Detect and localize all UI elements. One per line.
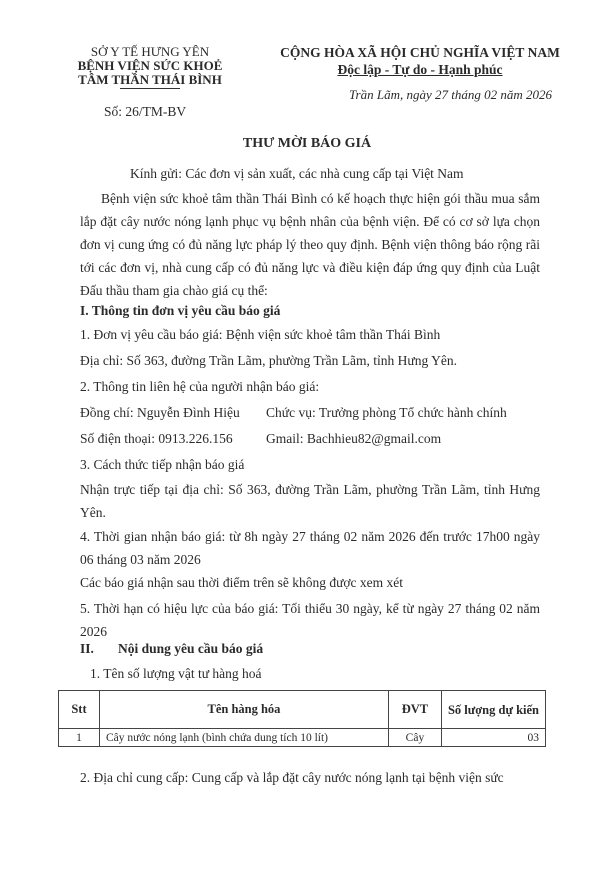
late-note: Các báo giá nhận sau thời điểm trên sẽ không được xem xét [80, 575, 404, 590]
s2-item1: 1. Tên số lượng vật tư hàng hoá [90, 666, 262, 681]
intro-paragraph: Bệnh viện sức khoẻ tâm thần Thái Bình có kế hoạch thực hiện gói thầu mua sắm lắp đặt cây nước nóng lạnh phục vụ bệnh nhân của bệnh viện. Để có cơ sở lựa chọn đơn vị cung ứng có đủ năng lực pháp lý theo quy định. Bệnh viện thông báo rộng rãi tới các đơn vị, nhà cung cấp có đủ năng lực và điều kiện đáp ứng quy định của Luật Đấu thầu tham gia chào giá cụ thể: [80, 191, 540, 298]
section2-num: II. [80, 641, 94, 656]
contact-name: Đồng chí: Nguyễn Đình Hiệu [80, 405, 240, 420]
th-qty: Số lượng dự kiến [441, 691, 545, 729]
s1-item4: 4. Thời gian nhận báo giá: từ 8h ngày 27 tháng 02 năm 2026 đến trước 17h00 ngày 06 tháng 03 năm 2026 [80, 529, 540, 567]
receive-method: Nhận trực tiếp tại địa chỉ: Số 363, đường Trần Lãm, phường Trần Lãm, tỉnh Hưng Yên. [80, 482, 540, 520]
org-name-line1: BỆNH VIỆN SỨC KHOẺ [77, 58, 223, 73]
s1-item1: 1. Đơn vị yêu cầu báo giá: Bệnh viện sức khoẻ tâm thần Thái Bình [80, 327, 441, 342]
greeting: Kính gửi: Các đơn vị sản xuất, các nhà cung cấp tại Việt Nam [130, 166, 464, 181]
cell-name: Cây nước nóng lạnh (bình chứa dung tích 10 lít) [100, 729, 389, 747]
s1-address: Địa chỉ: Số 363, đường Trần Lãm, phường Trần Lãm, tỉnh Hưng Yên. [80, 353, 457, 368]
s1-item3: 3. Cách thức tiếp nhận báo giá [80, 457, 245, 472]
national-motto: Độc lập - Tự do - Hạnh phúc [337, 62, 503, 77]
th-stt: Stt [59, 691, 100, 729]
org-parent: SỞ Y TẾ HƯNG YÊN [90, 44, 210, 59]
table-row [59, 729, 546, 747]
table-header-row [59, 691, 546, 729]
contact-phone: Số điện thoại: 0913.226.156 [80, 431, 233, 446]
cell-qty: 03 [441, 729, 545, 747]
place-date: Trần Lãm, ngày 27 tháng 02 năm 2026 [349, 87, 552, 102]
s1-item5: 5. Thời hạn có hiệu lực của báo giá: Tối thiểu 30 ngày, kể từ ngày 27 tháng 02 năm 2026 [80, 601, 540, 639]
document-title: THƯ MỜI BÁO GIÁ [242, 136, 372, 151]
document-number: Số: 26/TM-BV [104, 104, 187, 119]
contact-email: Gmail: Bachhieu82@gmail.com [266, 431, 442, 446]
th-name: Tên hàng hóa [100, 691, 389, 729]
national-title: CỘNG HÒA XÃ HỘI CHỦ NGHĨA VIỆT NAM [280, 45, 560, 60]
th-unit: ĐVT [388, 691, 441, 729]
goods-table [58, 690, 546, 747]
cell-unit: Cây [388, 729, 441, 747]
org-name-line2: TÂM THẦN THÁI BÌNH [78, 72, 222, 87]
section1-heading: I. Thông tin đơn vị yêu cầu báo giá [80, 303, 281, 318]
s2-item2: 2. Địa chỉ cung cấp: Cung cấp và lắp đặt cây nước nóng lạnh tại bệnh viện sức [80, 770, 504, 785]
s1-item2: 2. Thông tin liên hệ của người nhận báo giá: [80, 379, 320, 394]
org-underline [120, 88, 180, 89]
contact-position: Chức vụ: Trưởng phòng Tổ chức hành chính [266, 405, 507, 420]
cell-stt: 1 [59, 729, 100, 747]
section2-heading: Nội dung yêu cầu báo giá [118, 641, 264, 656]
